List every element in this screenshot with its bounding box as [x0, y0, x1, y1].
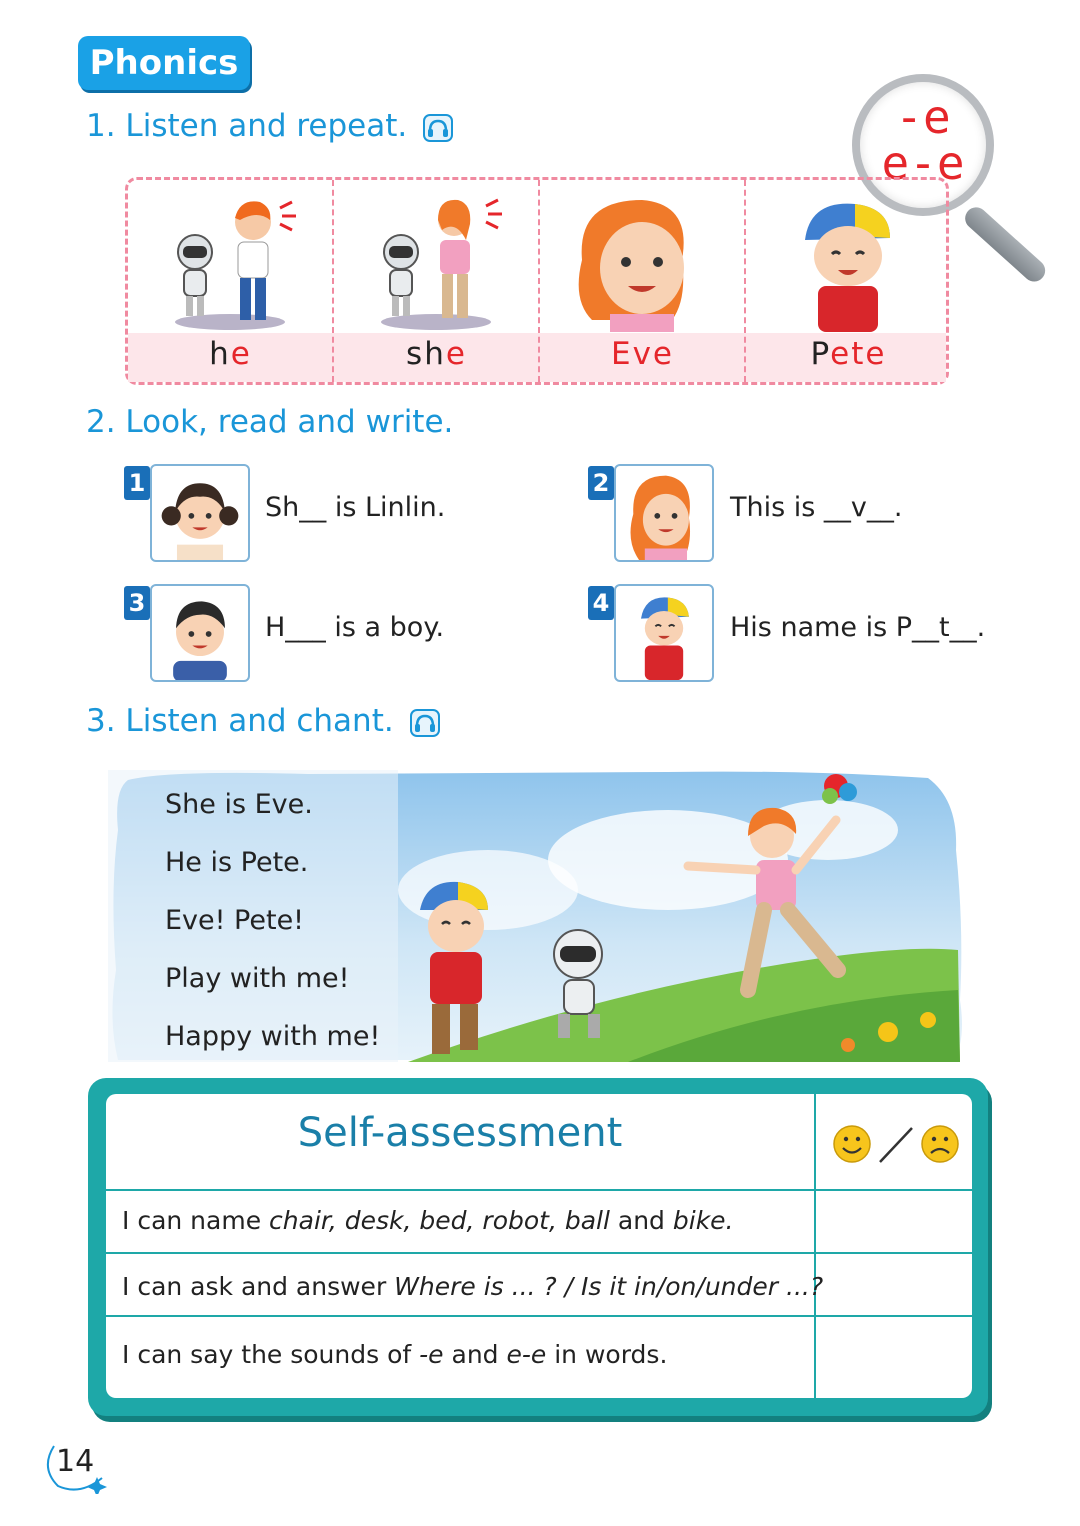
chant-line-1: She is Eve.: [165, 789, 313, 820]
table-divider: [106, 1252, 972, 1254]
girl-robot-picture: [346, 190, 526, 332]
rating-cell-1[interactable]: [822, 1194, 970, 1250]
item-number: 3: [124, 586, 150, 620]
sentence-3[interactable]: H___ is a boy.: [265, 612, 445, 643]
chant-line-5: Happy with me!: [165, 1021, 381, 1052]
pete-small-picture: [614, 584, 714, 682]
assessment-row-3: I can say the sounds of -e and e-e in words.: [122, 1340, 668, 1369]
section2-heading: 2. Look, read and write.: [86, 404, 454, 440]
sentence-4[interactable]: His name is P__t__.: [730, 612, 986, 643]
section1-heading-text: 1. Listen and repeat.: [86, 108, 408, 144]
rating-cell-2[interactable]: [822, 1257, 970, 1313]
self-assessment-title: Self-assessment: [297, 1110, 623, 1156]
page-number: 14: [56, 1444, 95, 1479]
sentence-2[interactable]: This is __v__.: [730, 492, 903, 523]
headphones-icon[interactable]: [423, 114, 453, 142]
boy-robot-picture: [140, 190, 320, 332]
chant-line-3: Eve! Pete!: [165, 905, 305, 936]
smiley-frown-icons: [830, 1122, 962, 1168]
chant-line-4: Play with me!: [165, 963, 350, 994]
word-pete: Pete: [810, 336, 887, 372]
boy-picture: [150, 584, 250, 682]
item-number: 1: [124, 466, 150, 500]
item-number: 4: [588, 586, 614, 620]
section3-heading: [86, 703, 440, 739]
word-she: she: [406, 336, 467, 372]
word-he: he: [209, 336, 252, 372]
sentence-1[interactable]: Sh__ is Linlin.: [265, 492, 446, 523]
magnifier-line1: -e: [895, 90, 951, 144]
assessment-row-2: I can ask and answer Where is ... ? / Is it in/on/under ...?: [122, 1272, 824, 1301]
eve-picture: [552, 190, 732, 332]
table-divider: [106, 1189, 972, 1191]
phonics-tab: Phonics: [78, 36, 250, 90]
slash-divider: [880, 1128, 912, 1162]
item-number: 2: [588, 466, 614, 500]
headphones-icon[interactable]: [410, 709, 440, 737]
linlin-picture: [150, 464, 250, 562]
table-divider: [106, 1315, 972, 1317]
sad-face-icon[interactable]: [922, 1126, 958, 1162]
happy-face-icon[interactable]: [834, 1126, 870, 1162]
word-eve: Eve: [610, 336, 674, 372]
table-column-divider: [814, 1094, 816, 1398]
rating-cell-3[interactable]: [822, 1320, 970, 1394]
magnifier-handle: [961, 203, 1050, 286]
assessment-row-1: I can name chair, desk, bed, robot, ball and bike.: [122, 1206, 734, 1235]
pete-picture: [760, 190, 940, 332]
eve-small-picture: [614, 464, 714, 562]
section3-heading-text: 3. Listen and chant.: [86, 703, 394, 739]
section1-heading: [86, 108, 453, 144]
magnifier-line2: e-e: [881, 136, 965, 190]
chant-line-2: He is Pete.: [165, 847, 309, 878]
